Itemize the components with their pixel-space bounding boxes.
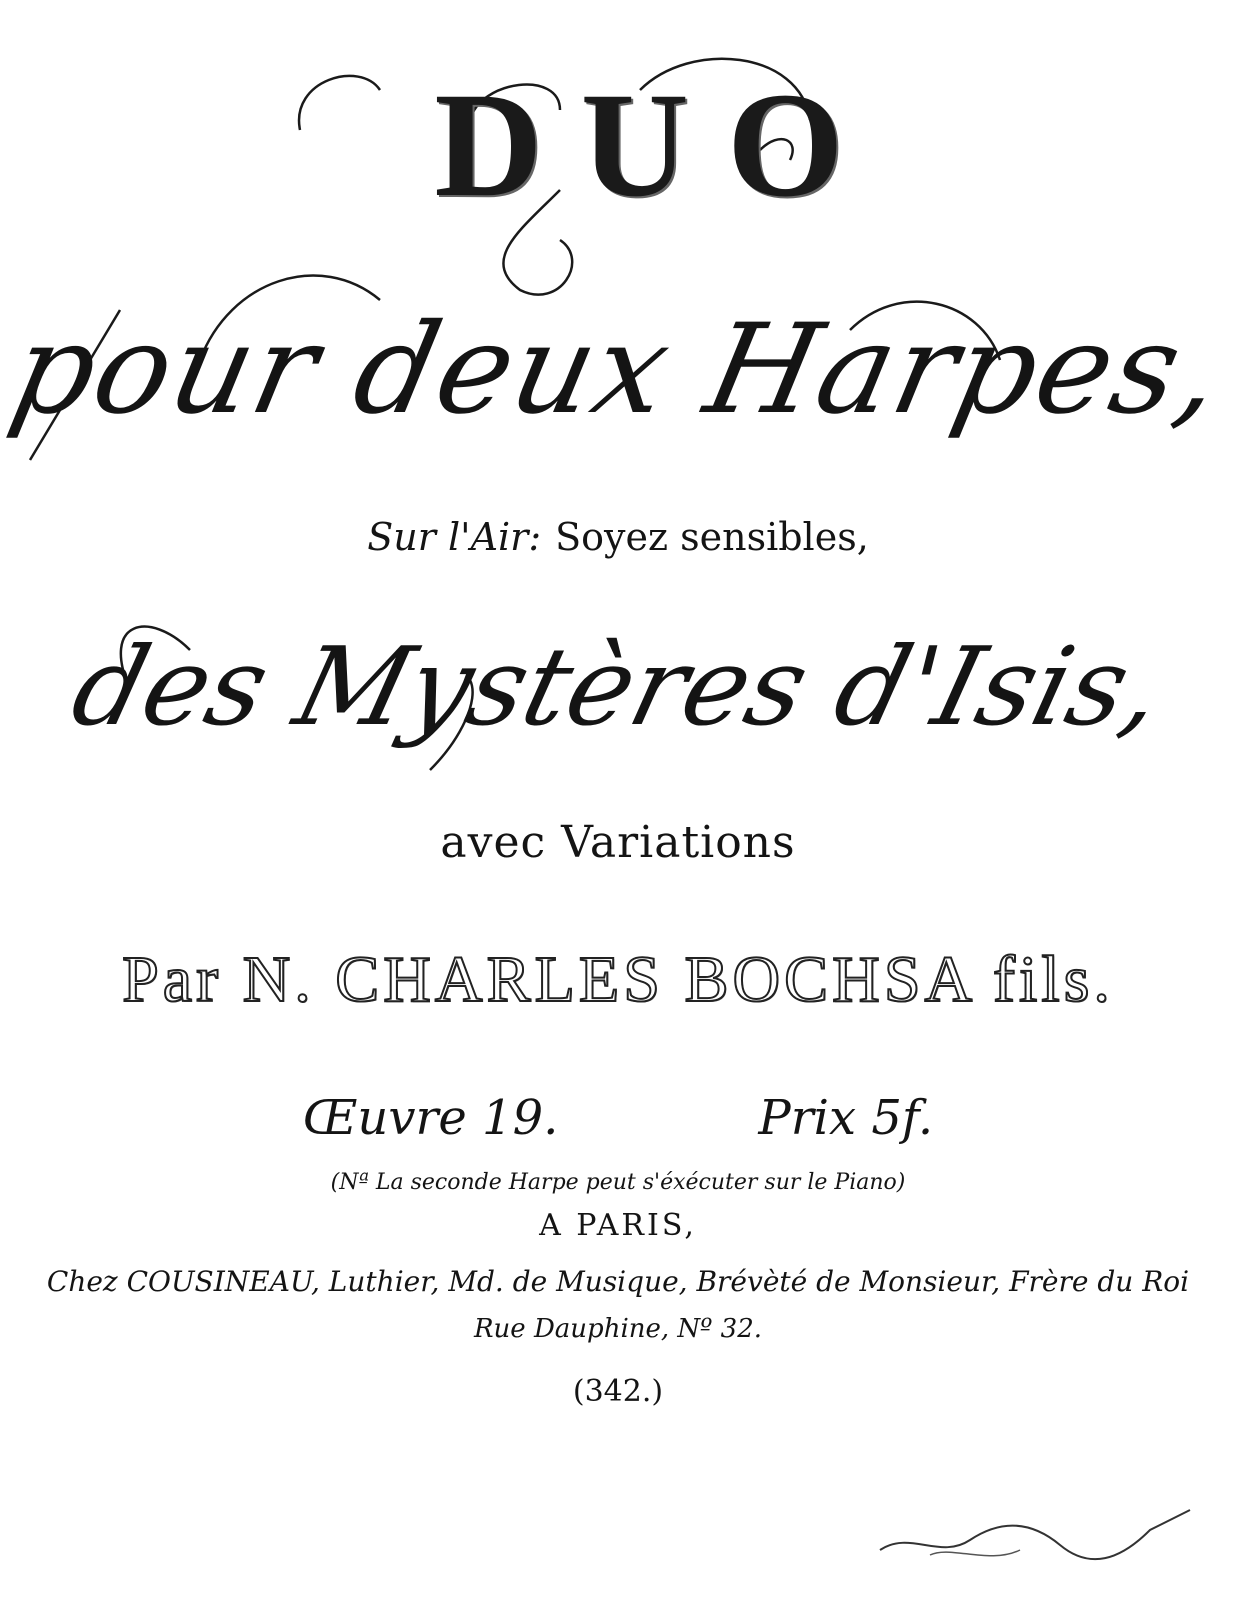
publisher-line: Chez COUSINEAU, Luthier, Md. de Musique, Brévèté de Monsieur, Frère du Roi	[46, 1265, 1190, 1298]
air-name: Soyez sensibles,	[555, 515, 869, 559]
air-prefix: Sur l'Air:	[367, 515, 542, 559]
street-line: Rue Dauphine, Nº 32.	[473, 1314, 763, 1344]
variations-line: avec Variations	[440, 817, 796, 868]
composer-suffix: fils.	[993, 943, 1114, 1016]
subtitle: pour deux Harpes,	[0, 298, 1236, 442]
opus-line	[0, 1088, 1236, 1148]
title-letter-o: O	[726, 62, 882, 228]
opera-title: des Mystères d'Isis,	[60, 625, 1176, 750]
composer-prefix: Par	[122, 943, 223, 1016]
opus-number: Œuvre 19.	[302, 1090, 559, 1146]
title-letter-u: U	[580, 62, 727, 228]
city-line: A PARIS,	[539, 1208, 697, 1243]
signature-mark	[870, 1500, 1200, 1570]
price: Prix 5f.	[758, 1090, 934, 1146]
composer-line	[0, 940, 1236, 1020]
title-letter-d: D	[434, 62, 581, 228]
instrument-note: (Nª La seconde Harpe peut s'éxécuter sur le Piano)	[330, 1170, 906, 1195]
plate-number: (342.)	[572, 1374, 664, 1409]
composer-name: N. CHARLES BOCHSA	[242, 943, 973, 1016]
main-title	[0, 62, 1236, 228]
air-line	[0, 512, 1236, 562]
